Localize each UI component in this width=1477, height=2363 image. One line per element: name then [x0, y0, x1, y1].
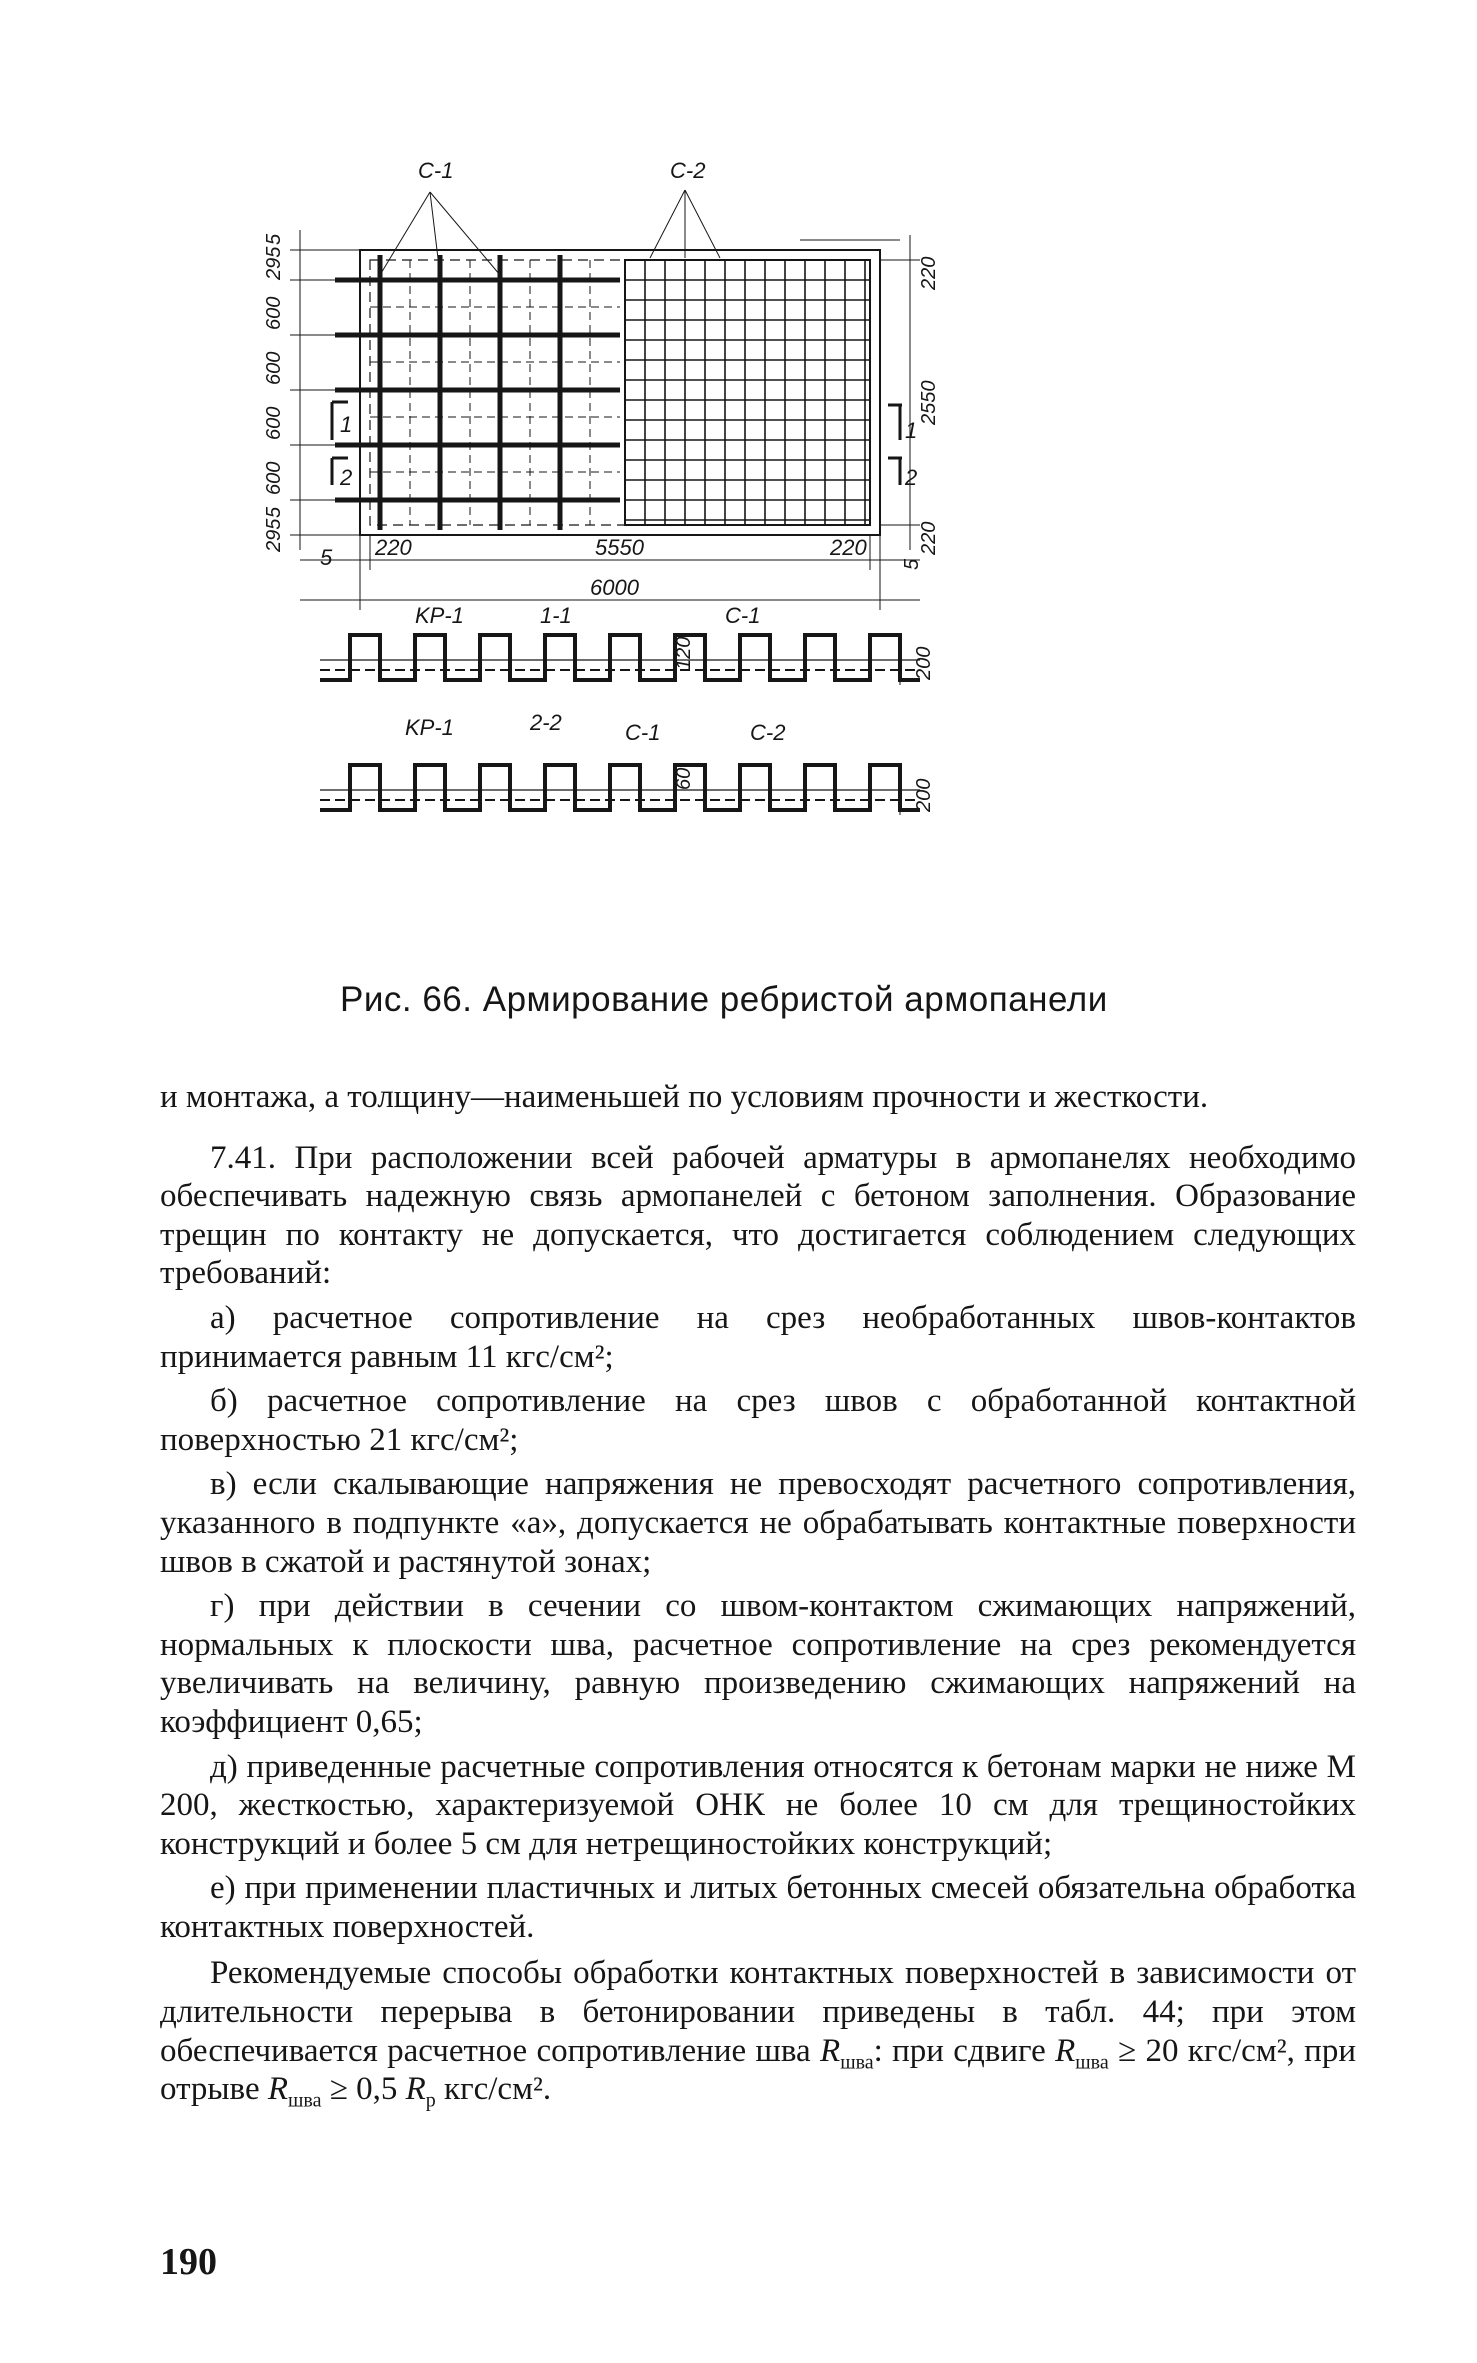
dim-left-600-3: 600: [263, 406, 285, 440]
dim-bottom-5550: 5550: [595, 535, 644, 560]
dim-bottom-220-left: 220: [375, 535, 412, 560]
label-c1-section-1: C-1: [725, 603, 761, 628]
dim-section-1-200: 200: [913, 646, 935, 680]
text-run: Рекомендуемые способы обработки контактных поверхностей в зависимости от длительности перерыва в бетонировании приведены в табл. 44; при этом обеспечивается расчетное сопротивление шва: [160, 1955, 1356, 2069]
paragraph-continuation: и монтажа, а толщину—наименьшей по условиям прочности и жесткости.: [160, 1079, 1209, 1115]
label-cut-2-left: 2: [340, 465, 353, 490]
text-run: : при сдвиге: [873, 2032, 1056, 2069]
dim-section-2-60: 60: [673, 767, 695, 790]
dim-right-220-bottom: 220: [918, 521, 940, 555]
label-c1-section-2: C-1: [625, 720, 661, 745]
page-number: 190: [160, 2241, 217, 2283]
symbol-r: R: [405, 2071, 426, 2108]
item-g: г) при действии в сечении со швом-контактом сжимающих напряжений, нормальных к плоскости шва, расчетное сопротивление на срез рекомендуется увеличивать на величину, равную произведению сжимающих напряжений на коэффициент 0,65;: [160, 1588, 1356, 1740]
dim-bottom-220-right: 220: [830, 535, 867, 560]
dim-left-600-2: 600: [263, 351, 285, 385]
dim-section-1-120: 120: [673, 636, 695, 670]
body-text: [160, 1078, 1356, 2117]
label-kr1-section-1: KP-1: [415, 603, 464, 628]
label-section-2-2: 2-2: [530, 710, 562, 735]
symbol-r: R: [267, 2071, 289, 2108]
label-c2-mesh: C-2: [670, 158, 706, 183]
dim-left-5-bottom: 5: [263, 506, 285, 518]
label-c2-section-2: C-2: [750, 720, 786, 745]
symbol-r: R: [1055, 2032, 1076, 2069]
dim-bottom-5: 5: [320, 545, 333, 570]
right-dimension-lines: [800, 235, 920, 550]
subscript: шва: [1075, 2051, 1109, 2074]
label-cut-1: 1: [905, 418, 918, 443]
label-leaders: [380, 190, 720, 275]
subscript: шва: [288, 2089, 322, 2112]
label-cut-1-left: 1: [340, 412, 353, 437]
section-1-1: [320, 635, 920, 685]
c1-rods: [335, 255, 620, 530]
section-1-1-profile: [320, 635, 920, 680]
text-run: ≥ 20 кгс/см², при отрыве: [160, 2032, 1356, 2108]
label-c1-mesh: C-1: [418, 158, 454, 183]
dim-bottom-6000: 6000: [590, 575, 639, 600]
text-run: кгс/см².: [435, 2071, 552, 2108]
section-2-2: [320, 765, 920, 815]
dim-left-600-4: 600: [263, 461, 285, 495]
symbol-r: R: [820, 2032, 841, 2069]
item-a: а) расчетное сопротивление на срез необработанных швов-контактов принимается равным 11 кгс/см²;: [160, 1299, 1356, 1375]
text-run: ≥ 0,5: [321, 2071, 406, 2108]
paragraph-recommended: [160, 1954, 1356, 2112]
label-kr1-section-2: KP-1: [405, 715, 454, 740]
dim-left-600-1: 600: [263, 296, 285, 330]
item-e: е) при применении пластичных и литых бетонных смесей обязательна обработка контактных поверхностей.: [160, 1870, 1356, 1945]
panel-drawing: [240, 140, 1260, 970]
label-section-1-1: 1-1: [540, 603, 572, 628]
figure-caption: Рис. 66. Армирование ребристой армопанели: [340, 980, 1108, 1019]
item-d: д) приведенные расчетные сопротивления относятся к бетонам марки не ниже М 200, жесткостью, характеризуемой ОНК не более 10 см для трещиностойких конструкций и более 5 см для нетрещиностойких конструкций;: [160, 1748, 1356, 1862]
paragraph-7-41: 7.41. При расположении всей рабочей арматуры в армопанелях необходимо обеспечивать надежную связь армопанелей с бетоном заполнения. Образование трещин по контакту не допускается, что достигается соблюдением следующих требований:: [160, 1139, 1356, 1292]
dim-left-5-top: 5: [263, 233, 285, 245]
section-2-2-profile: [320, 765, 920, 810]
item-b: б) расчетное сопротивление на срез швов с обработанной контактной поверхностью 21 кгс/см²;: [160, 1383, 1356, 1458]
subscript: шва: [840, 2051, 874, 2074]
reinforcement-figure: [240, 140, 1260, 970]
dim-left-295-bottom: 295: [263, 518, 285, 552]
subscript: р: [425, 2089, 436, 2112]
dim-right-220-top: 220: [918, 256, 940, 290]
dim-left-295-top: 295: [263, 246, 285, 280]
dim-section-2-200: 200: [913, 778, 935, 812]
c2-mesh-grid: [625, 260, 870, 525]
label-cut-2: 2: [905, 465, 918, 490]
item-v: в) если скалывающие напряжения не превосходят расчетного сопротивления, указанного в подпункте «а», допускается не обрабатывать контактные поверхности швов в сжатой и растянутой зонах;: [160, 1466, 1356, 1580]
dim-right-2550: 2550: [918, 380, 940, 425]
dim-right-5: 5: [901, 558, 923, 570]
